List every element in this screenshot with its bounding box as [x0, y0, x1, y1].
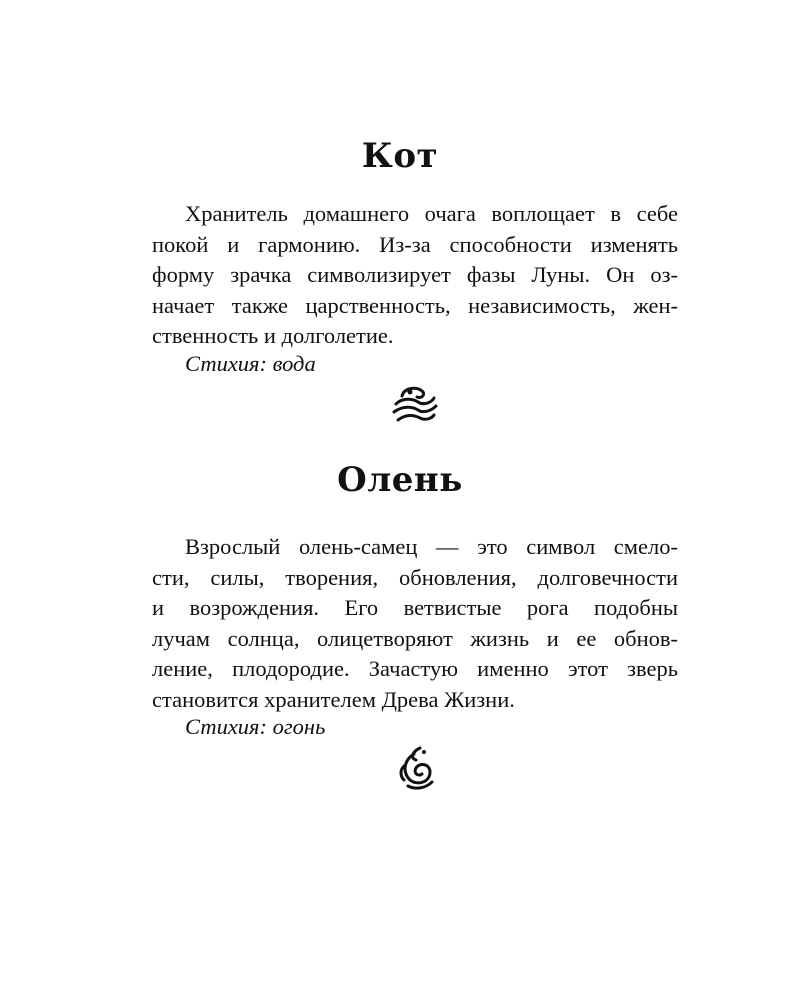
section-title-cat: Кот [361, 136, 439, 176]
section-text-cat [152, 199, 678, 352]
element-label-deer: Стихия: огонь [185, 714, 326, 739]
element-label-cat: Стихия: вода [185, 351, 316, 376]
text-line: и возрождения. Его ветвистые рога подобны [152, 595, 678, 620]
text-line: ление, плодородие. Зачастую именно этот зверь [152, 656, 678, 681]
text-line: становится хранителем Древа Жизни. [152, 686, 515, 712]
section-text-deer [152, 532, 678, 715]
section-title-deer: Олень [337, 460, 463, 500]
water-symbol-icon [388, 382, 442, 430]
text-line: покой и гармонию. Из-за способности изменять [152, 231, 678, 257]
text-line: сти, силы, творения, обновления, долговечности [152, 564, 678, 590]
text-line: Взрослый олень-самец — это символ смело- [185, 534, 678, 559]
text-line: ственность и долголетие. [152, 323, 394, 348]
fire-symbol-icon [390, 744, 444, 792]
text-line: начает также царственность, независимость, жен- [152, 292, 678, 318]
text-line: форму зрачка символизирует фазы Луны. Он оз- [152, 262, 678, 287]
text-line: лучам солнца, олицетворяют жизнь и ее обнов- [152, 625, 678, 651]
text-line: Хранитель домашнего очага воплощает в себе [185, 201, 678, 226]
